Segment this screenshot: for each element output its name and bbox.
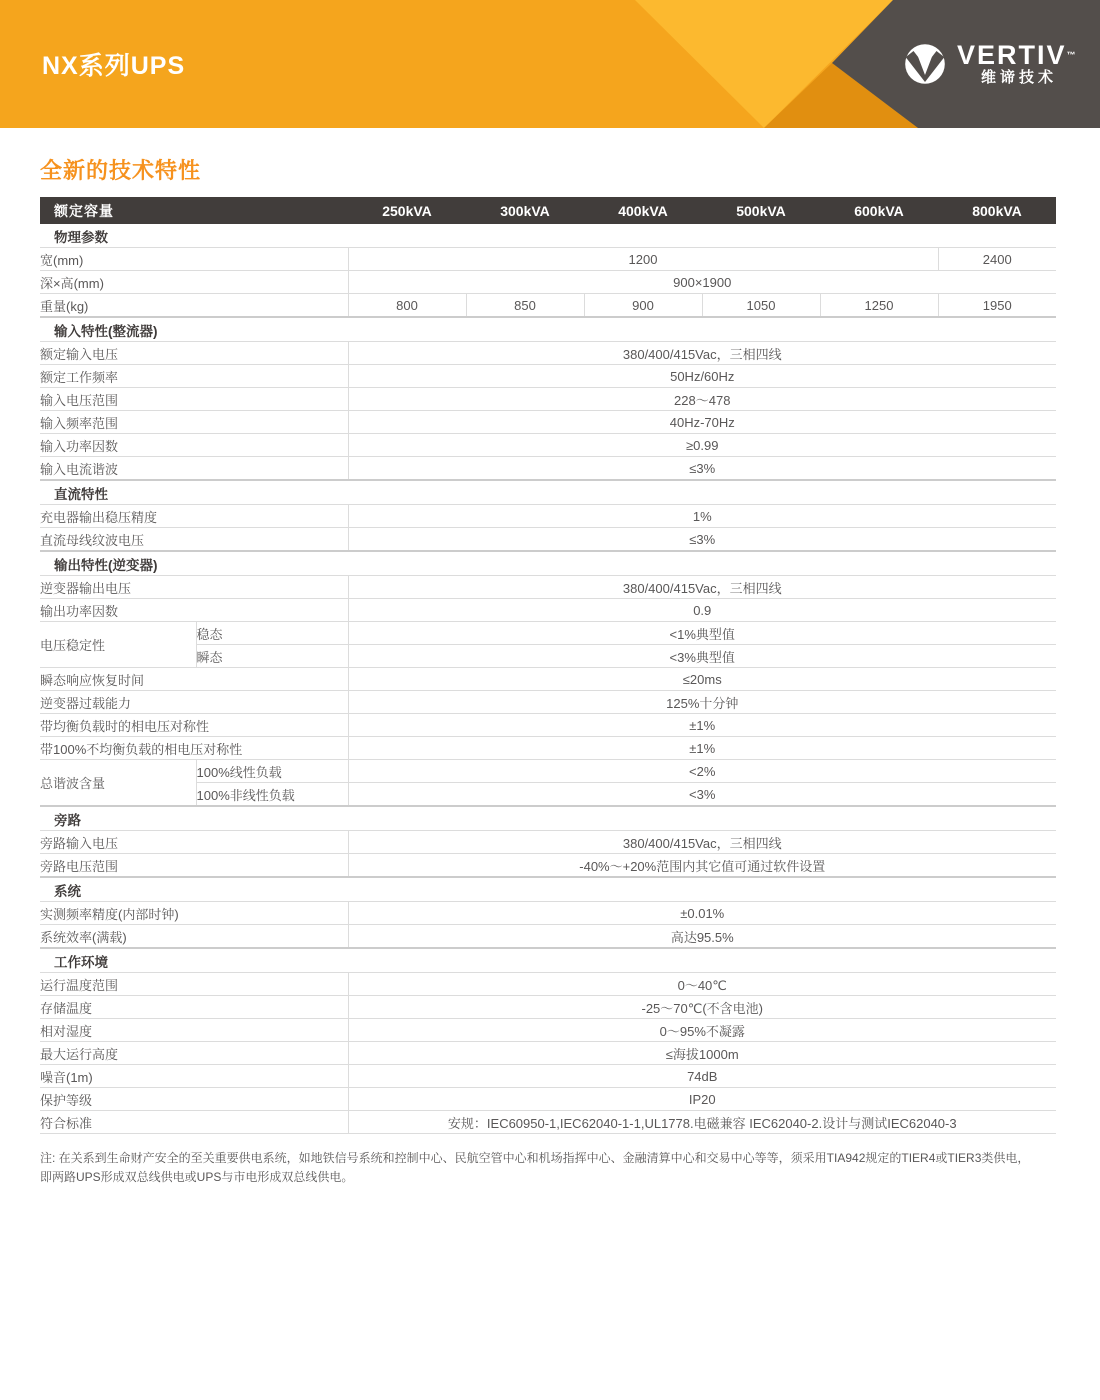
footnote xyxy=(40,1149,1056,1187)
section-header: 输入特性(整流器) xyxy=(40,317,1056,342)
spec-group-label: 电压稳定性 xyxy=(40,622,196,668)
spec-value: 900 xyxy=(584,294,702,318)
table-header-row xyxy=(40,197,1056,224)
spec-row xyxy=(40,831,1056,854)
section-row xyxy=(40,317,1056,342)
spec-label: 充电器输出稳压精度 xyxy=(40,505,348,528)
spec-row xyxy=(40,737,1056,760)
spec-row xyxy=(40,365,1056,388)
spec-label: 带均衡负载时的相电压对称性 xyxy=(40,714,348,737)
spec-label: 输入频率范围 xyxy=(40,411,348,434)
rated-capacity-header: 额定容量 xyxy=(40,197,348,224)
spec-value: 380/400/415Vac，三相四线 xyxy=(348,576,1056,599)
spec-label: 旁路输入电压 xyxy=(40,831,348,854)
spec-value: <3%典型值 xyxy=(348,645,1056,668)
spec-sublabel: 瞬态 xyxy=(196,645,348,668)
section-header: 物理参数 xyxy=(54,229,108,245)
section-row xyxy=(40,551,1056,576)
spec-row xyxy=(40,294,1056,318)
footnote-line: 即两路UPS形成双总线供电或UPS与市电形成双总线供电。 xyxy=(40,1170,354,1184)
column-header: 400kVA xyxy=(584,197,702,224)
spec-value: ≤海拔1000m xyxy=(348,1042,1056,1065)
column-header: 800kVA xyxy=(938,197,1056,224)
spec-row xyxy=(40,599,1056,622)
spec-value: 50Hz/60Hz xyxy=(348,365,1056,388)
spec-label: 符合标准 xyxy=(40,1111,348,1134)
spec-value: 380/400/415Vac，三相四线 xyxy=(348,831,1056,854)
spec-label: 最大运行高度 xyxy=(40,1042,348,1065)
spec-label: 运行温度范围 xyxy=(40,973,348,996)
spec-value: 高达95.5% xyxy=(348,925,1056,949)
spec-label: 相对湿度 xyxy=(40,1019,348,1042)
spec-label: 深×高(mm) xyxy=(40,271,348,294)
spec-label: 输出功率因数 xyxy=(40,599,348,622)
section-row xyxy=(40,480,1056,505)
spec-label: 逆变器输出电压 xyxy=(40,576,348,599)
brand-name: VERTIV™ xyxy=(957,40,1076,70)
spec-label: 系统效率(满载) xyxy=(40,925,348,949)
spec-value: 1950 xyxy=(938,294,1056,318)
spec-value: 74dB xyxy=(348,1065,1056,1088)
spec-value: -40%～+20%范围内其它值可通过软件设置 xyxy=(348,854,1056,878)
spec-value: 0.9 xyxy=(348,599,1056,622)
section-heading: 全新的技术特性 xyxy=(40,158,202,183)
spec-value: 40Hz-70Hz xyxy=(348,411,1056,434)
spec-row xyxy=(40,411,1056,434)
spec-row xyxy=(40,902,1056,925)
column-header: 300kVA xyxy=(466,197,584,224)
spec-value: 1050 xyxy=(702,294,820,318)
brand-logo xyxy=(903,42,1076,88)
spec-label: 带100%不均衡负载的相电压对称性 xyxy=(40,737,348,760)
page-title: NX系列UPS xyxy=(42,52,186,80)
spec-row xyxy=(40,1111,1056,1134)
spec-label: 旁路电压范围 xyxy=(40,854,348,878)
spec-row xyxy=(40,714,1056,737)
spec-row xyxy=(40,576,1056,599)
spec-sublabel: 100%线性负载 xyxy=(196,760,348,783)
content-area xyxy=(40,154,1060,1187)
spec-row xyxy=(40,505,1056,528)
spec-label: 噪音(1m) xyxy=(40,1065,348,1088)
spec-value: <2% xyxy=(348,760,1056,783)
spec-label: 额定工作频率 xyxy=(40,365,348,388)
spec-row xyxy=(40,691,1056,714)
section-header: 系统 xyxy=(40,877,1056,902)
spec-label: 保护等级 xyxy=(40,1088,348,1111)
spec-subrow xyxy=(40,760,1056,783)
column-header: 600kVA xyxy=(820,197,938,224)
spec-value: -25～70℃(不含电池) xyxy=(348,996,1056,1019)
brand-name-cn: 维谛技术 xyxy=(981,69,1058,86)
spec-label: 直流母线纹波电压 xyxy=(40,528,348,552)
spec-table-body xyxy=(40,224,1056,1134)
spec-label: 宽(mm) xyxy=(40,248,348,271)
spec-value: <1%典型值 xyxy=(348,622,1056,645)
section-row xyxy=(40,877,1056,902)
section-header: 输出特性(逆变器) xyxy=(40,551,1056,576)
spec-value: IP20 xyxy=(348,1088,1056,1111)
spec-value: 2400 xyxy=(938,248,1056,271)
spec-row xyxy=(40,248,1056,271)
spec-group-label: 总谐波含量 xyxy=(40,760,196,807)
spec-value: 1% xyxy=(348,505,1056,528)
spec-value: 0～40℃ xyxy=(348,973,1056,996)
spec-value: 228～478 xyxy=(348,388,1056,411)
spec-subrow xyxy=(40,622,1056,645)
spec-value: 900×1900 xyxy=(348,271,1056,294)
spec-row xyxy=(40,854,1056,878)
spec-row xyxy=(40,271,1056,294)
spec-value: ≤3% xyxy=(348,528,1056,552)
spec-label: 存储温度 xyxy=(40,996,348,1019)
spec-value: 1200 xyxy=(348,248,938,271)
spec-row xyxy=(40,342,1056,365)
top-banner xyxy=(0,0,1100,128)
spec-value: ≤20ms xyxy=(348,668,1056,691)
spec-value: ±1% xyxy=(348,737,1056,760)
spec-label: 输入电流谐波 xyxy=(40,457,348,481)
column-header: 250kVA xyxy=(348,197,466,224)
spec-value: 800 xyxy=(348,294,466,318)
spec-label: 额定输入电压 xyxy=(40,342,348,365)
spec-row xyxy=(40,434,1056,457)
spec-table-head xyxy=(40,197,1056,224)
vertiv-logo-icon xyxy=(903,42,947,86)
spec-row xyxy=(40,1042,1056,1065)
spec-value: 380/400/415Vac，三相四线 xyxy=(348,342,1056,365)
spec-value: 1250 xyxy=(820,294,938,318)
spec-value: 850 xyxy=(466,294,584,318)
spec-value: 安规：IEC60950-1,IEC62040-1-1,UL1778.电磁兼容 IEC62040-2.设计与测试IEC62040-3 xyxy=(348,1111,1056,1134)
section-header: 工作环境 xyxy=(40,948,1056,973)
spec-row xyxy=(40,668,1056,691)
spec-label: 输入功率因数 xyxy=(40,434,348,457)
spec-value: 125%十分钟 xyxy=(348,691,1056,714)
spec-value: ≤3% xyxy=(348,457,1056,481)
spec-table xyxy=(40,197,1056,1134)
spec-row xyxy=(40,996,1056,1019)
spec-row xyxy=(40,973,1056,996)
spec-value: ±1% xyxy=(348,714,1056,737)
spec-row xyxy=(40,388,1056,411)
spec-value: 0～95%不凝露 xyxy=(348,1019,1056,1042)
spec-row xyxy=(40,1065,1056,1088)
spec-value: ≥0.99 xyxy=(348,434,1056,457)
spec-label: 输入电压范围 xyxy=(40,388,348,411)
spec-row xyxy=(40,925,1056,949)
section-header: 直流特性 xyxy=(40,480,1056,505)
section-row xyxy=(40,948,1056,973)
footnote-line: 注: 在关系到生命财产安全的至关重要供电系统，如地铁信号系统和控制中心、民航空管中心和机场指挥中心、金融清算中心和交易中心等等，须采用TIA942规定的TIER4或TIER3类供电， xyxy=(40,1151,1030,1165)
spec-row xyxy=(40,1019,1056,1042)
spec-label: 瞬态响应恢复时间 xyxy=(40,668,348,691)
section-row xyxy=(40,224,1056,248)
spec-value: <3% xyxy=(348,783,1056,807)
section-row xyxy=(40,806,1056,831)
spec-value: ±0.01% xyxy=(348,902,1056,925)
spec-label: 逆变器过载能力 xyxy=(40,691,348,714)
spec-row xyxy=(40,1088,1056,1111)
spec-sublabel: 稳态 xyxy=(196,622,348,645)
spec-label: 实测频率精度(内部时钟) xyxy=(40,902,348,925)
trademark-symbol: ™ xyxy=(1066,50,1076,60)
spec-row xyxy=(40,528,1056,552)
spec-sublabel: 100%非线性负载 xyxy=(196,783,348,807)
section-header: 旁路 xyxy=(40,806,1056,831)
spec-label: 重量(kg) xyxy=(40,294,348,318)
spec-row xyxy=(40,457,1056,481)
column-header: 500kVA xyxy=(702,197,820,224)
